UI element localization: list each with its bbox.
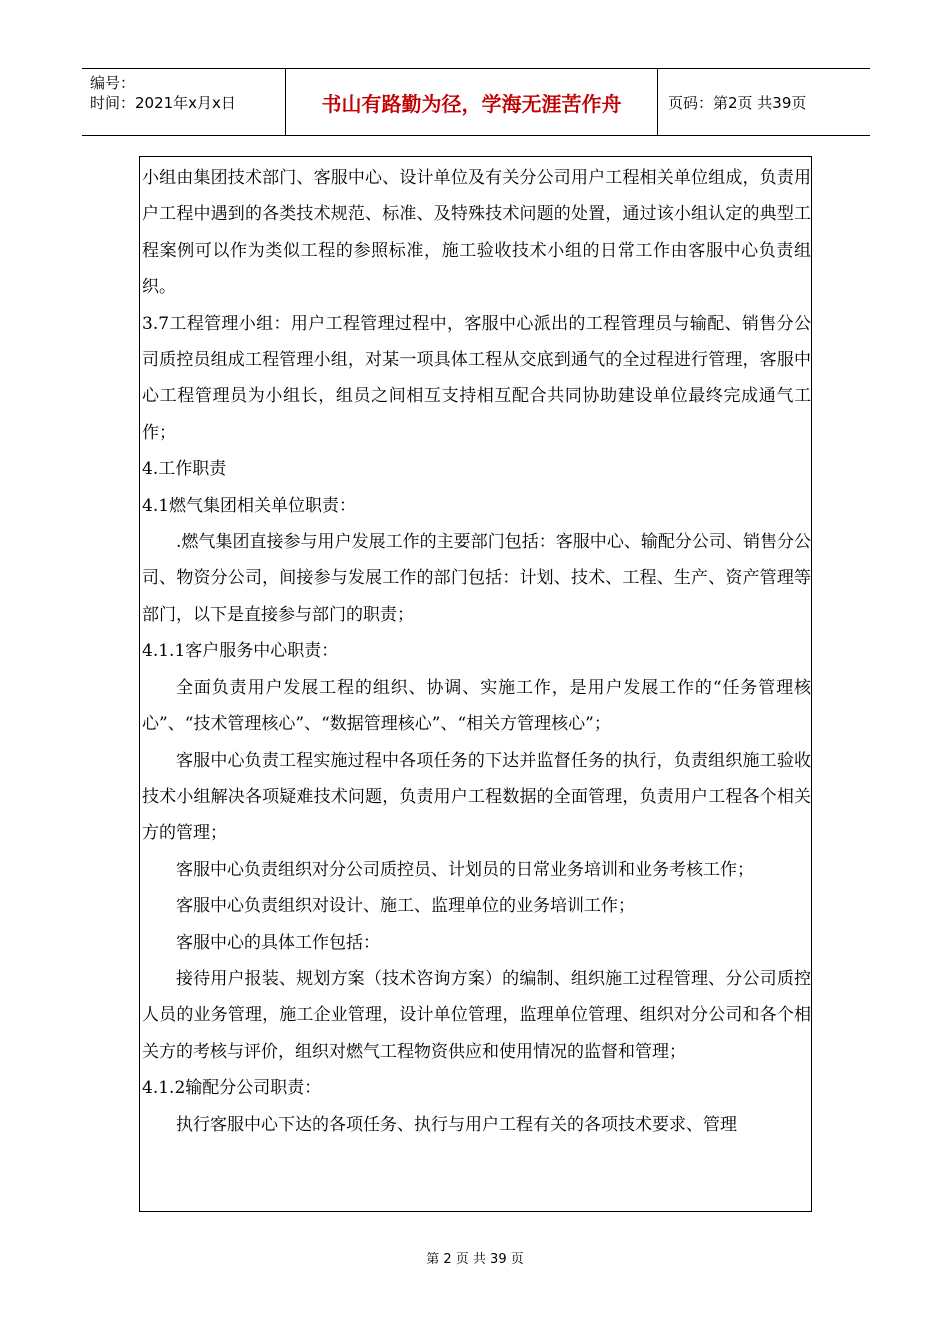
paragraph: 客服中心的具体工作包括： [176,932,380,953]
document-number-label: 编号： [90,74,136,92]
header-page-info: 页码：第2页 共39页 [668,93,807,112]
body-text [140,157,811,1143]
paragraph: 4.1.1客户服务中心职责： [142,641,339,662]
paragraph: 客服中心负责组织对设计、施工、监理单位的业务培训工作； [176,896,635,917]
content-frame [139,156,812,1212]
paragraph: 小组由集团技术部门、客服中心、设计单位及有关分公司用户工程相关单位组成，负责用户工程中遇到的各类技术规范、标准、及特殊技术问题的处置，通过该小组认定的典型工程案例可以作为类似工程的参照标准，施工验收技术小组的日常工作由客服中心负责组织。 [142,168,811,298]
paragraph: 执行客服中心下达的各项任务、执行与用户工程有关的各项技术要求、管理 [176,1114,737,1135]
paragraph: 客服中心负责工程实施过程中各项任务的下达并监督任务的执行，负责组织施工验收技术小组解决各项疑难技术问题，负责用户工程数据的全面管理，负责用户工程各个相关方的管理； [142,750,811,844]
paragraph: 全面负责用户发展工程的组织、协调、实施工作，是用户发展工作的“任务管理核心”、“技术管理核心”、“数据管理核心”、“相关方管理核心”； [142,677,811,735]
paragraph: 4.1.2输配分公司职责： [142,1078,322,1099]
paragraph: 4.工作职责 [142,459,227,480]
paragraph: 4.1燃气集团相关单位职责： [142,495,357,516]
paragraph: 客服中心负责组织对分公司质控员、计划员的日常业务培训和业务考核工作； [176,859,754,880]
page-footer: 第 2 页 共 39 页 [426,1252,524,1267]
header-motto: 书山有路勤为径，学海无涯苦作舟 [285,69,658,135]
paragraph: 接待用户报装、规划方案（技术咨询方案）的编制、组织施工过程管理、分公司质控人员的业务管理，施工企业管理，设计单位管理，监理单位管理、组织对分公司和各个相关方的考核与评价，组织对燃气工程物资供应和使用情况的监督和管理； [142,968,811,1062]
page-header [82,68,870,136]
header-meta [82,69,285,135]
document-time-label: 时间：2021年x月x日 [90,94,236,112]
paragraph: .燃气集团直接参与用户发展工作的主要部门包括：客服中心、输配分公司、销售分公司、物资分公司，间接参与发展工作的部门包括：计划、技术、工程、生产、资产管理等部门，以下是直接参与部门的职责； [142,532,811,625]
paragraph: 3.7工程管理小组：用户工程管理过程中，客服中心派出的工程管理员与输配、销售分公司质控员组成工程管理小组，对某一项具体工程从交底到通气的全过程进行管理，客服中心工程管理员为小组长，组员之间相互支持相互配合共同协助建设单位最终完成通气工作； [142,313,811,443]
